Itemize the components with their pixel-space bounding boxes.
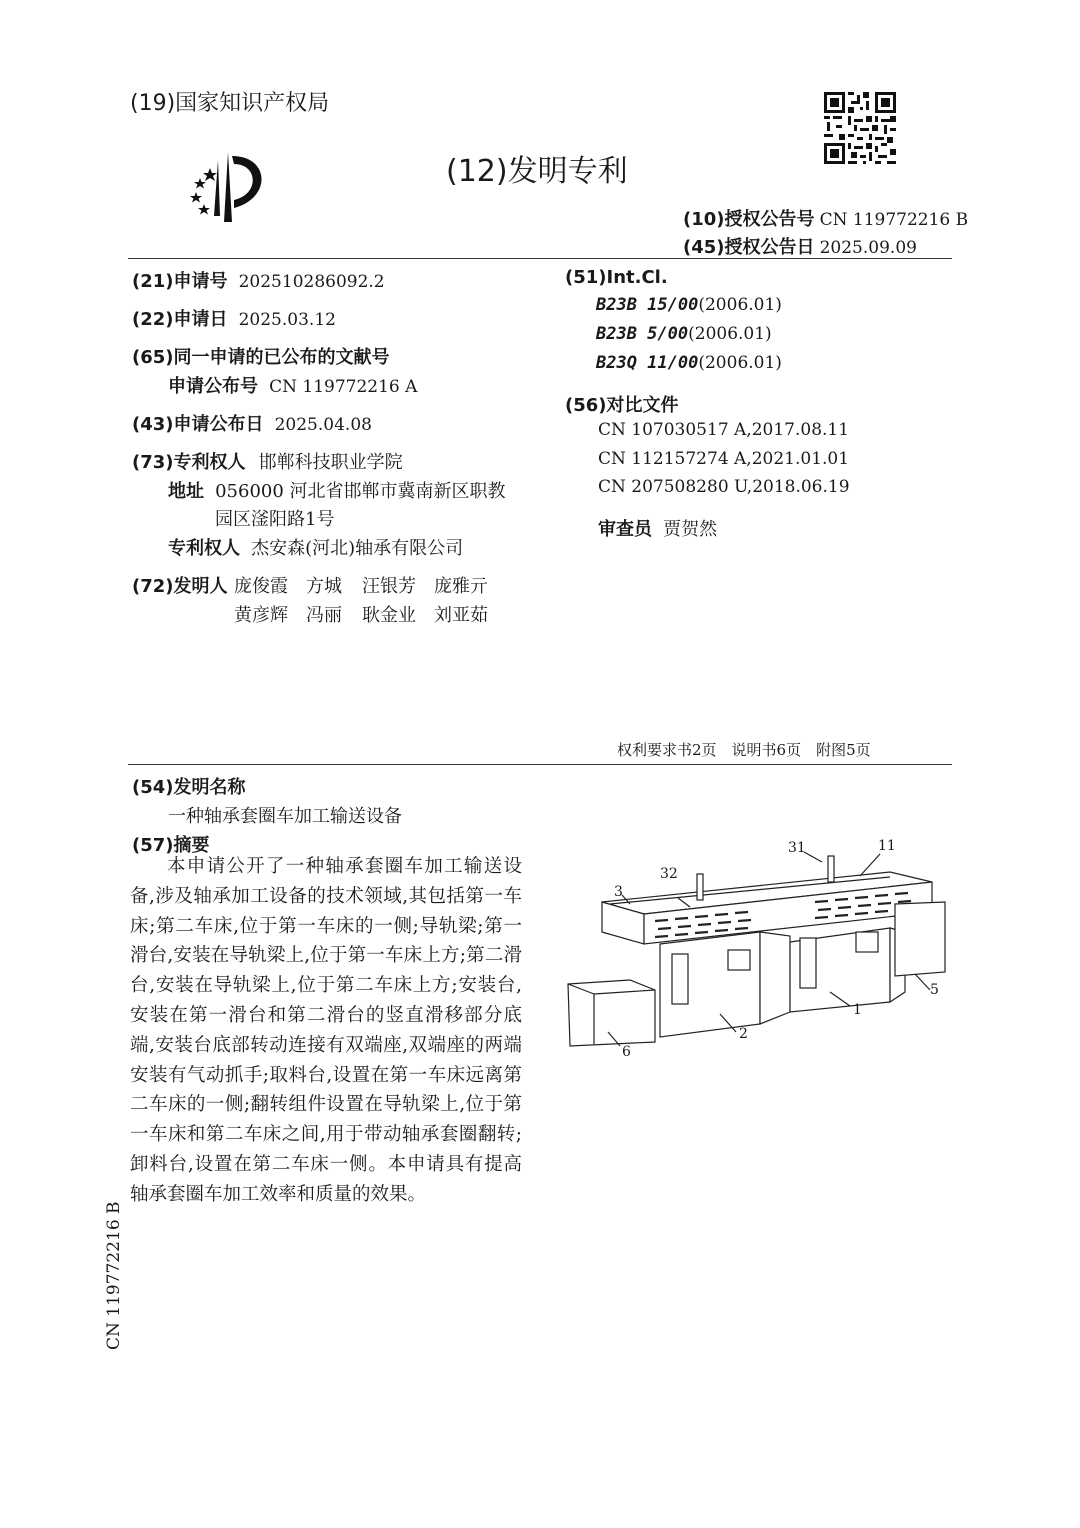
figure-label-2: 2 bbox=[739, 1026, 748, 1042]
figure-label-32: 32 bbox=[660, 866, 678, 882]
publication-number-row bbox=[683, 205, 968, 231]
reference-item: CN 207508280 U,2018.06.19 bbox=[598, 477, 850, 497]
side-patent-number: CN 119772216 B bbox=[104, 1201, 124, 1350]
office-name: (19)国家知识产权局 bbox=[130, 91, 330, 116]
application-date-label: (22)申请日 bbox=[132, 309, 228, 330]
references-label: (56)对比文件 bbox=[565, 395, 679, 416]
published-docs-label: (65)同一申请的已公布的文献号 bbox=[132, 347, 390, 368]
middle-divider bbox=[128, 764, 952, 765]
page-counts: 权利要求书2页 说明书6页 附图5页 bbox=[617, 741, 871, 759]
inventor-name: 黄彦辉 bbox=[234, 605, 288, 626]
patentee-value: 邯郸科技职业学院 bbox=[258, 452, 403, 473]
int-cl-item bbox=[596, 324, 772, 344]
cnipa-logo-icon bbox=[180, 150, 280, 230]
second-patentee-label: 专利权人 bbox=[168, 538, 240, 559]
published-docs-value: CN 119772216 A bbox=[269, 377, 418, 397]
inventor-name: 耿金业 bbox=[362, 605, 416, 626]
examiner-row bbox=[598, 515, 717, 541]
publication-app-date-row bbox=[132, 410, 372, 436]
patentee-row bbox=[132, 448, 403, 474]
publication-app-date-value: 2025.04.08 bbox=[274, 415, 372, 435]
figure-label-5: 5 bbox=[930, 982, 939, 998]
invention-title: 一种轴承套圈车加工输送设备 bbox=[168, 806, 402, 827]
figure-label-1: 1 bbox=[853, 1002, 862, 1018]
inventor-name: 汪银芳 bbox=[362, 576, 416, 597]
document-type: (12)发明专利 bbox=[446, 154, 628, 189]
examiner-value: 贾贺然 bbox=[663, 519, 718, 540]
address-row bbox=[168, 477, 506, 503]
int-cl-item bbox=[596, 295, 782, 315]
publication-date-row bbox=[683, 233, 917, 259]
int-cl-code: B23B 5/00 bbox=[596, 324, 689, 344]
qr-code-icon bbox=[824, 92, 896, 164]
address-label: 地址 bbox=[168, 481, 204, 502]
equipment-drawing bbox=[560, 832, 960, 1072]
published-docs-sub-label: 申请公布号 bbox=[168, 376, 258, 397]
address-line1: 056000 河北省邯郸市冀南新区职教 bbox=[215, 481, 506, 502]
inventor-name: 刘亚茹 bbox=[434, 605, 488, 626]
figure-label-6: 6 bbox=[622, 1044, 631, 1060]
int-cl-item bbox=[596, 353, 782, 373]
abstract-label: (57)摘要 bbox=[132, 835, 210, 856]
int-cl-year: (2006.01) bbox=[698, 353, 782, 373]
figure-label-3: 3 bbox=[614, 884, 623, 900]
int-cl-code: B23B 15/00 bbox=[596, 295, 699, 315]
patentee-label: (73)专利权人 bbox=[132, 452, 246, 473]
reference-item: CN 107030517 A,2017.08.11 bbox=[598, 420, 850, 440]
inventors-label: (72)发明人 bbox=[132, 576, 228, 597]
publication-app-date-label: (43)申请公布日 bbox=[132, 414, 264, 435]
second-patentee-row bbox=[168, 534, 463, 560]
address-line2: 园区滏阳路1号 bbox=[215, 509, 335, 530]
title-label: (54)发明名称 bbox=[132, 777, 246, 798]
inventors-line2 bbox=[234, 601, 488, 627]
publication-number-label: (10)授权公告号 bbox=[683, 209, 815, 230]
int-cl-code: B23Q 11/00 bbox=[596, 353, 699, 373]
reference-item: CN 112157274 A,2021.01.01 bbox=[598, 449, 850, 469]
published-docs-row bbox=[168, 372, 417, 398]
publication-number-value: CN 119772216 B bbox=[819, 210, 969, 230]
top-divider bbox=[128, 258, 952, 259]
application-date-value: 2025.03.12 bbox=[238, 310, 336, 330]
application-date-row bbox=[132, 305, 336, 331]
int-cl-year: (2006.01) bbox=[698, 295, 782, 315]
abstract-text: 本申请公开了一种轴承套圈车加工输送设备,涉及轴承加工设备的技术领域,其包括第一车床;第二车床,位于第一车床的一侧;导轨梁;第一滑台,安装在导轨梁上,位于第一车床上方;第二滑台,安装在导轨梁上,位于第二车床上方;安装台,安装在第一滑台和第二滑台的竖直滑移部分底端,安装台底部转动连接有双端座,双端座的两端安装有气动抓手;取料台,设置在第一车床远离第二车床的一侧;翻转组件设置在导轨梁上,位于第一车床和第二车床之间,用于带动轴承套圈翻转;卸料台,设置在第二车床一侧。本申请具有提高轴承套圈车加工效率和质量的效果。 bbox=[130, 856, 522, 1205]
figure-label-11: 11 bbox=[878, 838, 896, 854]
examiner-label: 审查员 bbox=[598, 519, 652, 540]
inventor-name: 庞俊霞 bbox=[234, 576, 288, 597]
application-number-row bbox=[132, 267, 385, 293]
publication-date-value: 2025.09.09 bbox=[819, 238, 917, 258]
int-cl-year: (2006.01) bbox=[688, 324, 772, 344]
int-cl-label: (51)Int.Cl. bbox=[565, 267, 668, 288]
application-number-value: 202510286092.2 bbox=[238, 272, 385, 292]
figure-label-31: 31 bbox=[788, 840, 806, 856]
second-patentee-value: 杰安森(河北)轴承有限公司 bbox=[251, 538, 464, 559]
inventors-line1 bbox=[234, 572, 488, 598]
inventor-name: 方城 bbox=[306, 576, 342, 597]
application-number-label: (21)申请号 bbox=[132, 271, 228, 292]
inventor-name: 庞雅亓 bbox=[434, 576, 488, 597]
publication-date-label: (45)授权公告日 bbox=[683, 237, 815, 258]
inventor-name: 冯丽 bbox=[306, 605, 342, 626]
